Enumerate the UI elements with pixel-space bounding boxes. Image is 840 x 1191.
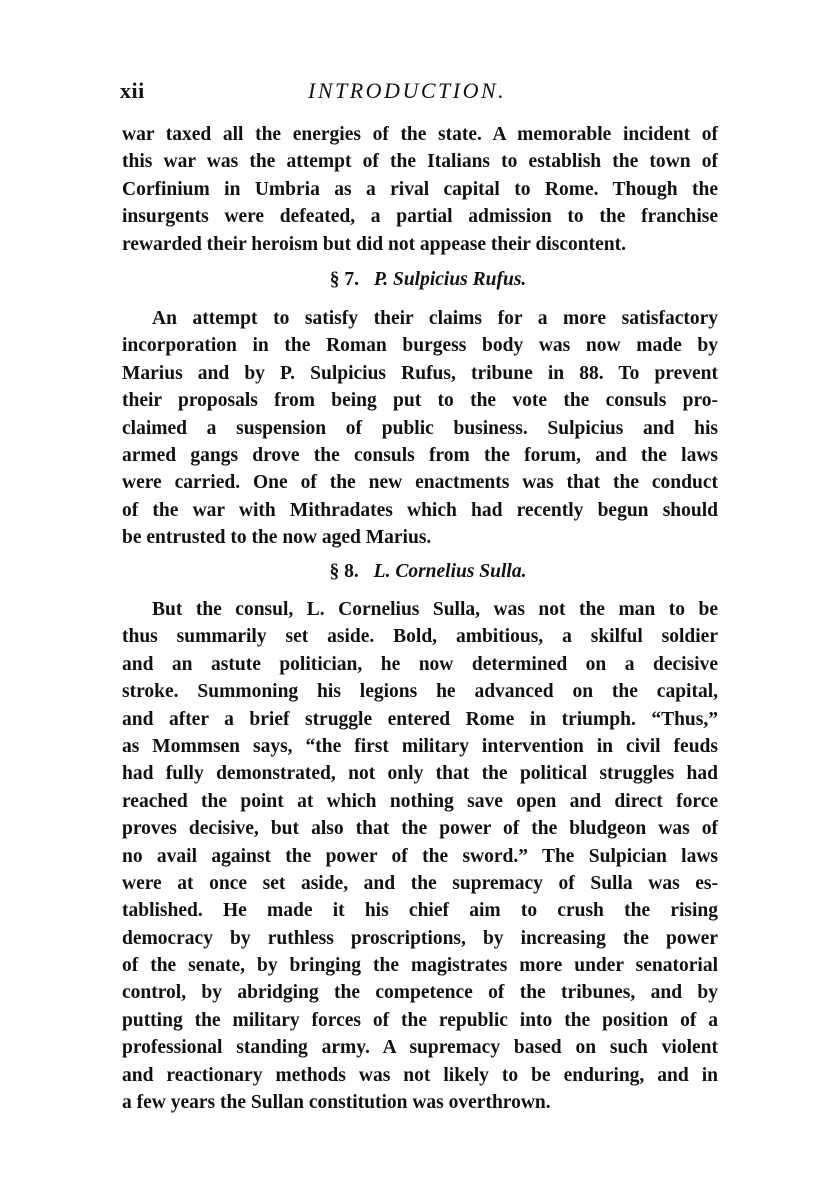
text-line: incorporation in the Roman burgess body was now made by <box>122 335 718 357</box>
text-line: tablished. He made it his chief aim to crush the rising <box>122 900 718 922</box>
text-line: and reactionary methods was not likely to be enduring, and in <box>122 1064 718 1086</box>
section-number: § 7. <box>329 269 359 290</box>
text-line: this war was the attempt of the Italians to establish the town of <box>122 151 718 173</box>
text-line: as Mommsen says, “the first military intervention in civil feuds <box>122 735 718 757</box>
text-line: armed gangs drove the consuls from the forum, and the laws <box>122 444 718 466</box>
text-line: reached the point at which nothing save open and direct force <box>122 790 718 812</box>
text-line: rewarded their heroism but did not appease their discontent. <box>122 233 626 255</box>
text-line: no avail against the power of the sword.” The Sulpician laws <box>122 845 718 867</box>
text-line: war taxed all the energies of the state. A memorable incident of <box>122 124 718 145</box>
page-number: xii <box>120 78 145 103</box>
text-line: of the war with Mithradates which had recently begun should <box>122 499 718 521</box>
text-line: Marius and by P. Sulpicius Rufus, tribune in 88. To prevent <box>122 362 718 384</box>
text-line: were carried. One of the new enactments was that the conduct <box>122 472 718 494</box>
text-line: But the consul, L. Cornelius Sulla, was not the man to be <box>152 599 718 620</box>
text-line: professional standing army. A supremacy based on such violent <box>122 1037 718 1059</box>
running-head: INTRODUCTION. <box>308 78 507 103</box>
text-line: a few years the Sullan constitution was overthrown. <box>122 1092 551 1114</box>
text-line: be entrusted to the now aged Marius. <box>122 527 432 549</box>
text-line: An attempt to satisfy their claims for a more satisfactory <box>152 308 718 329</box>
paragraph-2 <box>122 305 718 552</box>
text-line: their proposals from being put to the vote the consuls pro- <box>122 390 718 412</box>
text-line: had fully demonstrated, not only that the political struggles had <box>122 763 718 785</box>
section-title: P. Sulpicius Rufus. <box>373 269 527 290</box>
text-line: of the senate, by bringing the magistrates more under senatorial <box>122 955 718 977</box>
text-line: proves decisive, but also that the power of the bludgeon was of <box>122 818 718 840</box>
text-line: control, by abridging the competence of the tribunes, and by <box>122 982 718 1004</box>
section-number: § 8. <box>329 561 359 582</box>
section-heading-7 <box>8 265 840 295</box>
section-title: L. Cornelius Sulla. <box>373 561 527 582</box>
text-line: insurgents were defeated, a partial admission to the franchise <box>122 206 718 228</box>
text-line: were at once set aside, and the supremacy of Sulla was es- <box>122 872 718 894</box>
paragraph-3 <box>122 596 718 1116</box>
text-line: Corfinium in Umbria as a rival capital to Rome. Though the <box>122 178 718 200</box>
page-header <box>120 78 720 108</box>
text-line: stroke. Summoning his legions he advanced on the capital, <box>122 681 718 703</box>
text-line: and an astute politician, he now determined on a decisive <box>122 653 718 675</box>
text-line: claimed a suspension of public business. Sulpicius and his <box>122 417 718 439</box>
paragraph-1 <box>122 121 718 258</box>
text-line: putting the military forces of the republic into the position of a <box>122 1009 718 1031</box>
section-heading-8 <box>8 557 840 587</box>
text-line: democracy by ruthless proscriptions, by increasing the power <box>122 927 718 949</box>
text-line: thus summarily set aside. Bold, ambitious, a skilful soldier <box>122 626 718 648</box>
text-line: and after a brief struggle entered Rome in triumph. “Thus,” <box>122 708 718 730</box>
